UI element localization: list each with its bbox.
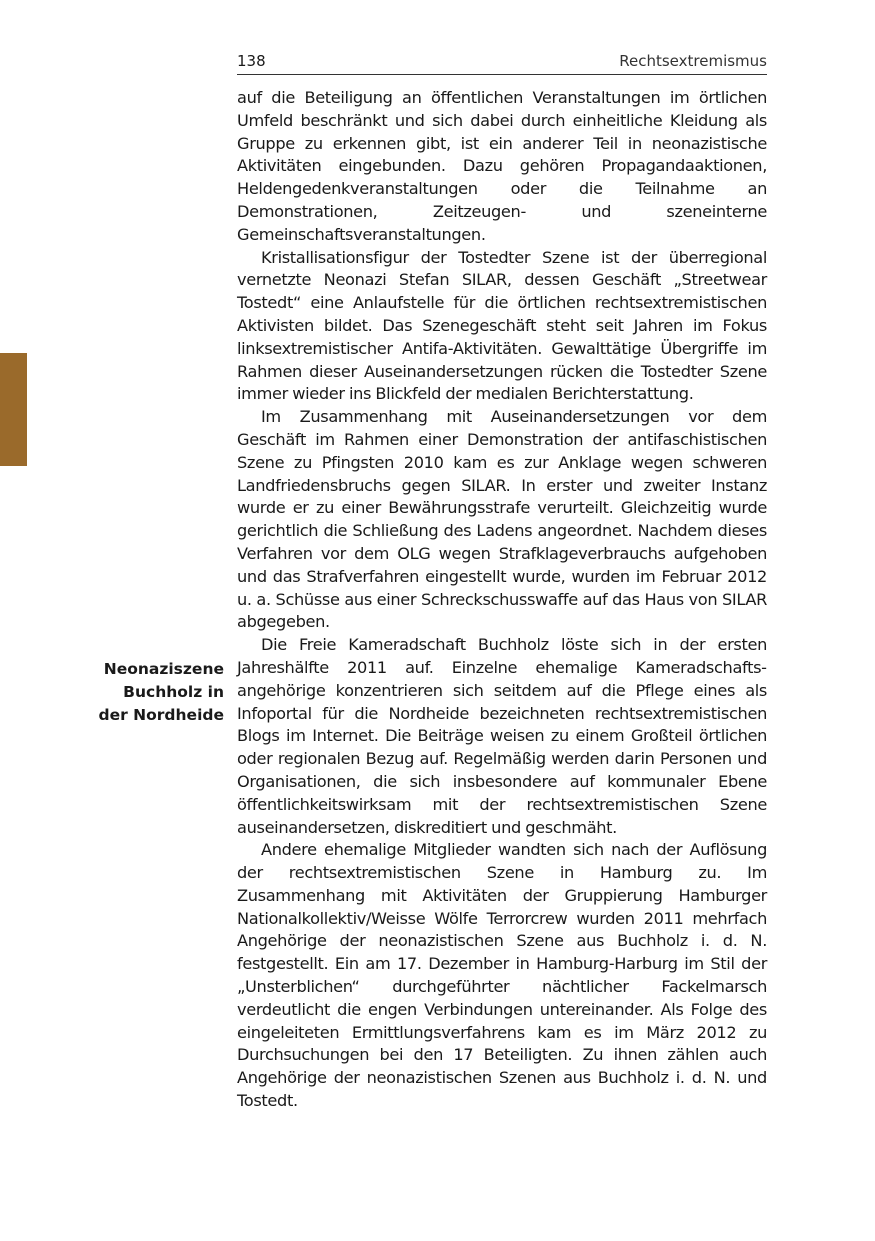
margin-heading-line: der Nordheide <box>98 705 224 724</box>
paragraph: Kristallisationsfigur der Tostedter Szene ist der überregional vernetzte Neonazi Stefan SILAR, dessen Geschäft „Streetwear Tostedt“ eine Anlaufstelle für die örtlichen rechtsextremistischen Aktivisten bildet. Das Szenegeschäft steht seit Jahren im Fokus linksextremistischer Antifa-Aktivitäten. Gewalttätige Übergriffe im Rahmen dieser Auseinandersetzungen rücken die Tostedter Szene immer wieder ins Blickfeld der medialen Berichterstattung. <box>237 247 767 404</box>
paragraph: Andere ehemalige Mitglieder wandten sich nach der Auflösung der rechtsextremistischen Szene in Hamburg zu. Im Zusammenhang mit Aktivitäten der Gruppierung Hamburger Nationalkollektiv/Weisse Wölfe Terrorcrew wurden 2011 mehrfach Angehörige der neonazistischen Szene aus Buchholz i. d. N. festgestellt. Ein am 17. Dezember in Hamburg-Harburg im Stil der „Unsterblichen“ durchgeführter nächtlicher Fackelmarsch verdeutlicht die engen Verbindungen untereinander. Als Folge des eingeleiteten Ermittlungsverfahrens kam es im März 2012 zu Durchsuchungen bei den 17 Beteiligten. Zu ihnen zählen auch Angehörige der neonazistischen Szenen aus Buchholz i. d. N. und Tostedt. <box>237 840 767 1111</box>
paragraph: auf die Beteiligung an öffentlichen Veranstaltungen im örtlichen Umfeld beschränkt und sich dabei durch einheitliche Kleidung als Gruppe zu erkennen gibt, ist ein anderer Teil in neonazistische Aktivitäten eingebunden. Dazu gehören Propagandaaktionen, Heldengedenkveranstaltungen oder die Teilnahme an Demonstrationen, Zeitzeugen- und szeneinterne Gemeinschaftsveranstaltungen. <box>237 88 767 244</box>
page-number: 138 <box>237 52 266 70</box>
running-title: Rechtsextremismus <box>619 52 767 70</box>
margin-heading-line: Buchholz in <box>123 682 224 701</box>
chapter-thumb-tab <box>0 353 27 466</box>
margin-heading <box>60 658 224 726</box>
paragraph: Die Freie Kameradschaft Buchholz löste sich in der ersten Jahreshälfte 2011 auf. Einzelne ehemalige Kameradschaftsangehörige konzentrieren sich seitdem auf die Pflege eines als Infoportal für die Nordheide bezeichneten rechtsextremistischen Blogs im Internet. Die Beiträge weisen zu einem Großteil örtlichen oder regionalen Bezug auf. Regelmäßig werden darin Personen und Organisationen, die sich insbesondere auf kommunaler Ebene öffentlichkeitswirksam mit der rechtsextremistischen Szene auseinandersetzen, diskreditiert und geschmäht. <box>237 635 767 837</box>
page-header <box>237 50 767 75</box>
margin-heading-line: Neonaziszene <box>103 660 224 678</box>
paragraph: Im Zusammenhang mit Auseinandersetzungen vor dem Geschäft im Rahmen einer Demonstration der antifaschistischen Szene zu Pfingsten 2010 kam es zur Anklage wegen schweren Landfriedensbruchs gegen SILAR. In erster und zweiter Instanz wurde er zu einer Bewährungsstrafe verurteilt. Gleichzeitig wurde gerichtlich die Schließung des Ladens angeordnet. Nachdem dieses Verfahren vor dem OLG wegen Strafklageverbrauchs aufgehoben und das Strafverfahren eingestellt wurde, wurden im Februar 2012 u. a. Schüsse aus einer Schreckschusswaffe auf das Haus von SILAR abgegeben. <box>237 407 767 632</box>
body-text <box>237 87 767 1113</box>
